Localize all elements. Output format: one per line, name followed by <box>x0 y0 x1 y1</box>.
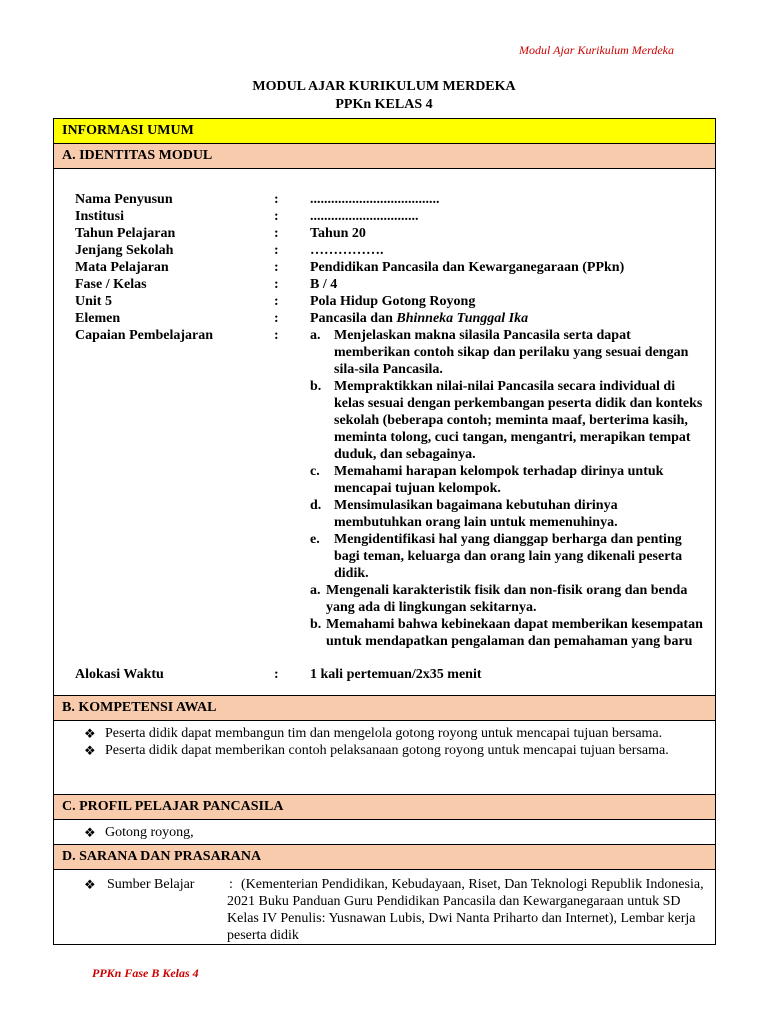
tahun-value: Tahun 20 <box>310 226 366 241</box>
capaian-item <box>310 327 708 378</box>
module-table <box>53 118 716 945</box>
unit-value: Pola Hidup Gotong Royong <box>310 294 476 309</box>
jenjang-value: ……………. <box>310 243 384 258</box>
mapel-value: Pendidikan Pancasila dan Kewarganegaraan (PPkn) <box>310 260 625 275</box>
capaian-text: Menjelaskan makna silasila Pancasila serta dapat memberikan contoh sikap dan perilaku yang sesuai dengan sila-sila Pancasila. <box>334 328 689 377</box>
elemen-value <box>310 310 710 327</box>
nama-label: Nama Penyusun <box>75 192 173 207</box>
capaian-text: Mengenali karakteristik fisik dan non-fisik orang dan benda yang ada di lingkungan sekitarnya. <box>326 583 688 615</box>
section-sarana-prasarana: D. SARANA DAN PRASARANA <box>54 845 715 870</box>
colon: : <box>229 877 233 892</box>
capaian-text: Memahami bahwa kebinekaan dapat memberikan kesempatan untuk mendapatkan pengalaman dan pemahaman yang baru <box>326 617 703 649</box>
sarana-block <box>54 870 715 944</box>
unit-label: Unit 5 <box>75 294 112 309</box>
list-item-text: Peserta didik dapat memberikan contoh pelaksanaan gotong royong untuk mencapai tujuan bersama. <box>105 743 669 758</box>
capaian-marker: a. <box>310 328 321 343</box>
capaian-item <box>310 497 708 531</box>
bullet-diamond-icon: ❖ <box>84 877 96 892</box>
section-kompetensi-awal: B. KOMPETENSI AWAL <box>54 696 715 721</box>
profil-block <box>54 820 715 845</box>
elemen-value-italic: Bhinneka Tunggal Ika <box>396 311 529 326</box>
list-item <box>54 742 715 759</box>
list-item <box>54 824 715 841</box>
elemen-value-prefix: Pancasila dan <box>310 311 397 326</box>
capaian-text: Mensimulasikan bagaimana kebutuhan dirinya membutuhkan orang lain untuk memenuhinya. <box>334 498 618 530</box>
colon: : <box>274 311 279 326</box>
colon: : <box>274 226 279 241</box>
colon: : <box>274 260 279 275</box>
capaian-text: Memahami harapan kelompok terhadap dirinya untuk mencapai tujuan kelompok. <box>334 464 664 496</box>
fase-label: Fase / Kelas <box>75 277 147 292</box>
nama-value: ..................................... <box>310 192 440 207</box>
footer-note: PPKn Fase B Kelas 4 <box>92 966 199 980</box>
capaian-item <box>310 463 708 497</box>
bullet-diamond-icon: ❖ <box>84 825 96 840</box>
capaian-marker: d. <box>310 498 322 513</box>
colon: : <box>274 277 279 292</box>
capaian-item <box>310 531 708 582</box>
colon: : <box>274 667 279 682</box>
colon: : <box>274 294 279 309</box>
tahun-label: Tahun Pelajaran <box>75 226 176 241</box>
fase-value: B / 4 <box>310 277 338 292</box>
capaian-item <box>310 616 708 650</box>
capaian-marker: b. <box>310 617 322 632</box>
capaian-marker: c. <box>310 464 320 479</box>
header-note: Modul Ajar Kurikulum Merdeka <box>519 43 674 57</box>
sumber-belajar-label: Sumber Belajar <box>107 877 195 892</box>
elemen-label: Elemen <box>75 311 121 326</box>
capaian-marker: a. <box>310 583 321 598</box>
section-informasi-umum: INFORMASI UMUM <box>54 119 715 144</box>
list-item-text: Gotong royong, <box>105 825 194 840</box>
mapel-label: Mata Pelajaran <box>75 260 169 275</box>
list-item <box>54 725 715 742</box>
colon: : <box>274 328 279 343</box>
section-identitas-modul: A. IDENTITAS MODUL <box>54 144 715 169</box>
capaian-text: Mengidentifikasi hal yang dianggap berharga dan penting bagi teman, keluarga dan orang lain yang dikenali peserta didik. <box>334 532 683 581</box>
capaian-label: Capaian Pembelajaran <box>75 328 214 343</box>
alokasi-value: 1 kali pertemuan/2x35 menit <box>310 667 482 682</box>
capaian-item <box>310 378 708 463</box>
section-profil-pelajar: C. PROFIL PELAJAR PANCASILA <box>54 795 715 820</box>
capaian-marker: b. <box>310 379 322 394</box>
alokasi-label: Alokasi Waktu <box>75 667 164 682</box>
sumber-belajar-value: (Kementerian Pendidikan, Kebudayaan, Riset, Dan Teknologi Republik Indonesia, 2021 Buku Panduan Guru Pendidikan Pancasila dan Kewarganegaraan untuk SD Kelas IV Penulis: Yusnawan Lubis, Dwi Nanta Priharto dan Internet), Lembar kerja peserta didik <box>227 877 704 943</box>
colon: : <box>274 209 279 224</box>
identitas-block <box>54 169 715 696</box>
bullet-diamond-icon: ❖ <box>84 726 96 741</box>
jenjang-label: Jenjang Sekolah <box>75 243 174 258</box>
bullet-diamond-icon: ❖ <box>84 743 96 758</box>
colon: : <box>274 243 279 258</box>
capaian-item <box>310 582 708 616</box>
list-item-text: Peserta didik dapat membangun tim dan mengelola gotong royong untuk mencapai tujuan bersama. <box>105 726 663 741</box>
document-subtitle: PPKn KELAS 4 <box>335 97 433 112</box>
kompetensi-awal-block <box>54 721 715 795</box>
document-title: MODUL AJAR KURIKULUM MERDEKA <box>252 79 516 94</box>
colon: : <box>274 192 279 207</box>
institusi-label: Institusi <box>75 209 125 224</box>
capaian-marker: e. <box>310 532 320 547</box>
capaian-text: Mempraktikkan nilai-nilai Pancasila secara individual di kelas sesuai dengan perkembangan peserta didik dan konteks sekolah (beberapa contoh; meminta maaf, berterima kasih, meminta tolong, cuci tangan, mengantri, merapikan tempat duduk, dan sebagainya. <box>334 379 703 462</box>
institusi-value: ............................... <box>310 209 419 224</box>
